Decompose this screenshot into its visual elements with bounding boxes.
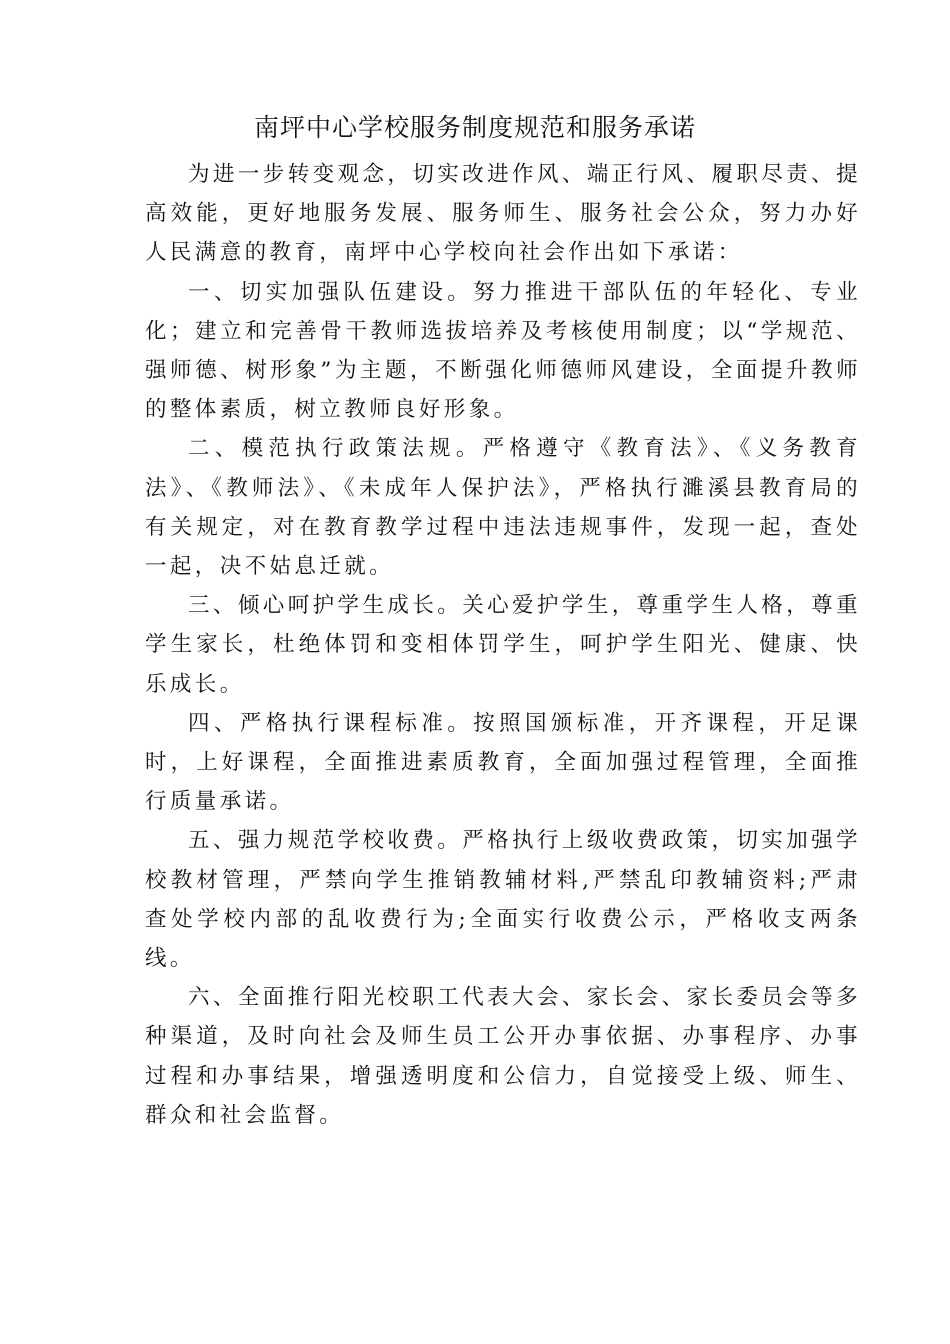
paragraph-item-2: 二、模范执行政策法规。严格遵守《教育法》、《义务教育法》、《教师法》、《未成年人保护法》，严格执行濉溪县教育局的有关规定，对在教育教学过程中违法违规事件，发现一起，查处一起，决不姑息迁就。: [145, 436, 861, 580]
paragraph-item-4: 四、严格执行课程标准。按照国颁标准，开齐课程，开足课时，上好课程，全面推进素质教育，全面加强过程管理，全面推行质量承诺。: [145, 710, 861, 815]
paragraph-item-1: 一、切实加强队伍建设。努力推进干部队伍的年轻化、专业化；建立和完善骨干教师选拔培养及考核使用制度；以“学规范、强师德、树形象”为主题，不断强化师德师风建设，全面提升教师的整体素质，树立教师良好形象。: [145, 279, 861, 423]
paragraph-item-3: 三、倾心呵护学生成长。关心爱护学生，尊重学生人格，尊重学生家长，杜绝体罚和变相体罚学生，呵护学生阳光、健康、快乐成长。: [145, 593, 861, 697]
paragraph-item-5: 五、强力规范学校收费。严格执行上级收费政策，切实加强学校教材管理，严禁向学生推销教辅材料,严禁乱印教辅资料;严肃查处学校内部的乱收费行为;全面实行收费公示，严格收支两条线。: [145, 828, 861, 972]
paragraph-intro: 为进一步转变观念，切实改进作风、端正行风、履职尽责、提高效能，更好地服务发展、服务师生、服务社会公众，努力办好人民满意的教育，南坪中心学校向社会作出如下承诺：: [145, 162, 861, 266]
paragraph-item-6: 六、全面推行阳光校职工代表大会、家长会、家长委员会等多种渠道，及时向社会及师生员工公开办事依据、办事程序、办事过程和办事结果，增强透明度和公信力，自觉接受上级、师生、群众和社会监督。: [145, 985, 861, 1128]
document-title: 南坪中心学校服务制度规范和服务承诺: [253, 113, 696, 142]
document-body: [145, 155, 861, 1135]
